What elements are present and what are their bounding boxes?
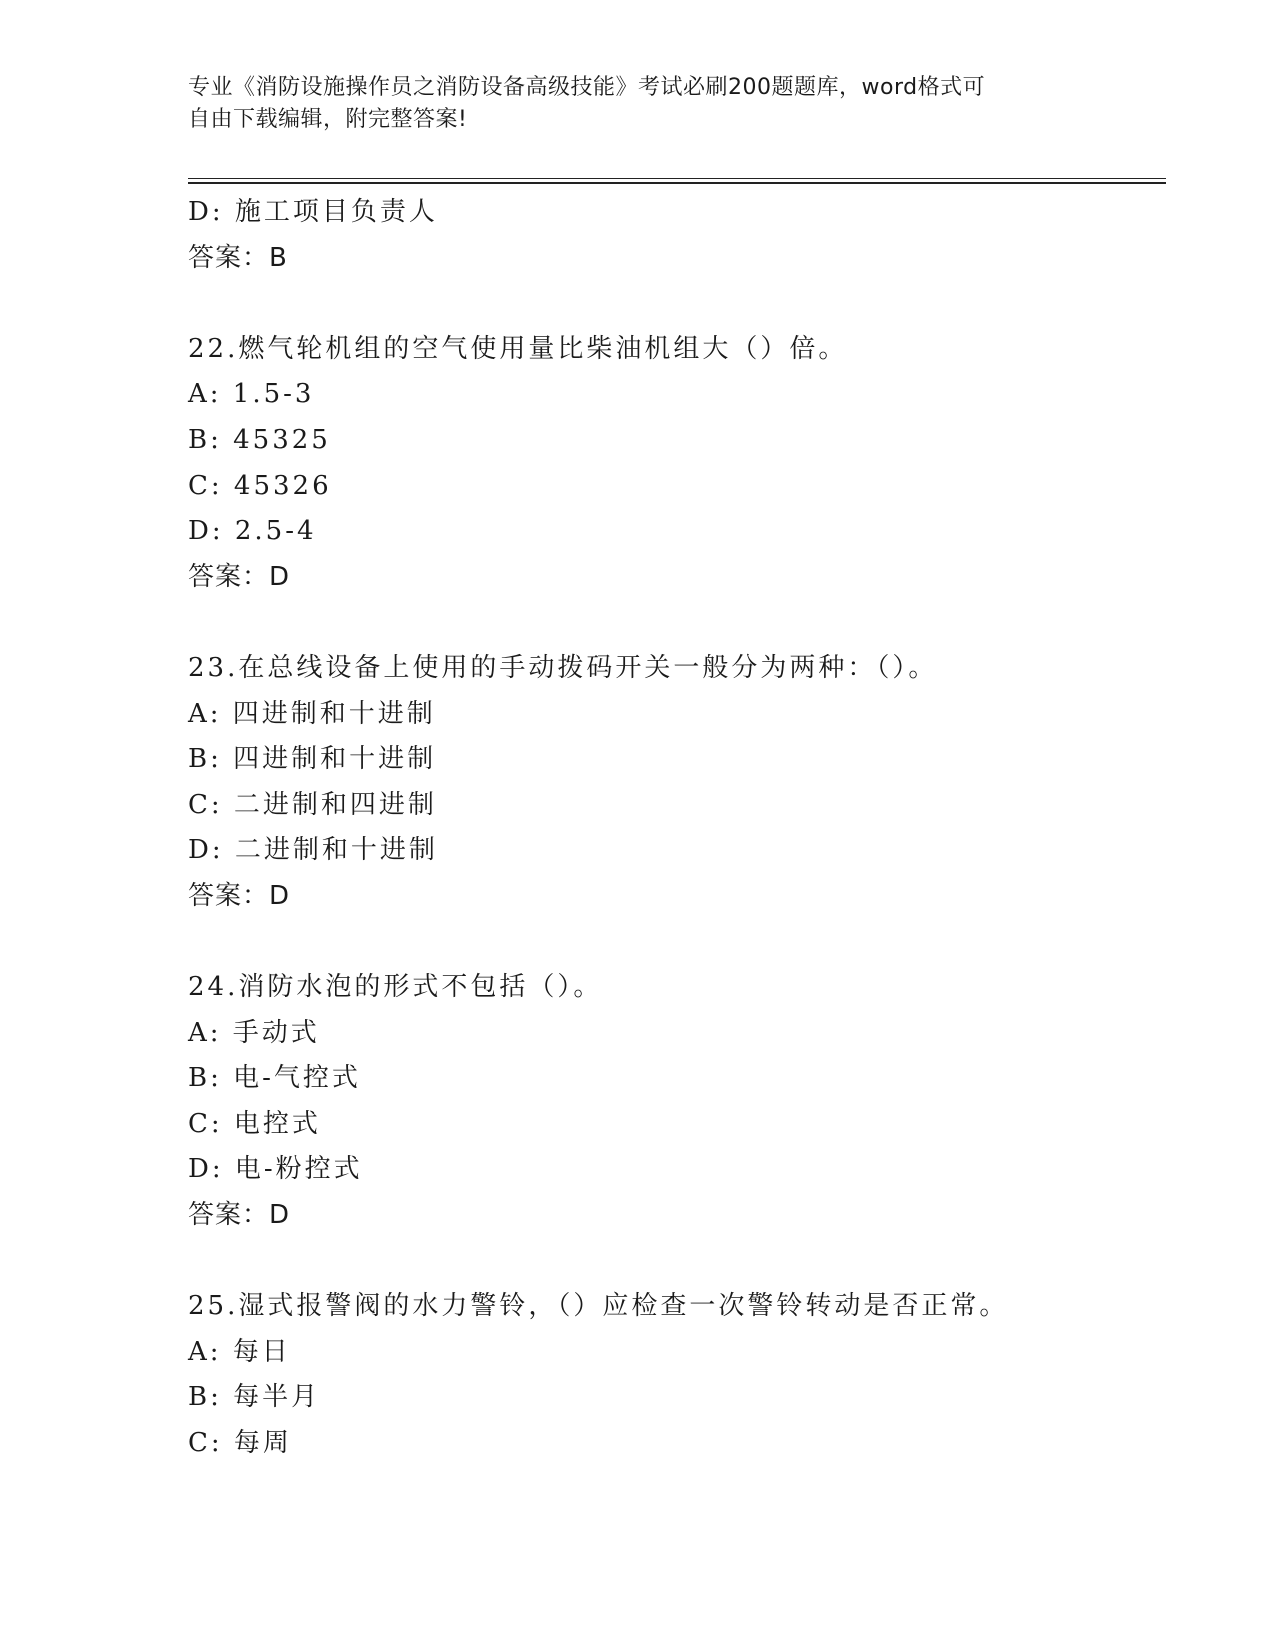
spacer: [188, 281, 1148, 327]
question-stem: 25.湿式报警阀的水力警铃，（）应检查一次警铃转动是否正常。: [188, 1291, 1009, 1322]
question-list: [188, 190, 1148, 1467]
document-header: [188, 72, 1088, 136]
option-b: B: 45325: [188, 424, 331, 455]
question-stem: 24.消防水泡的形式不包括（）。: [188, 972, 603, 1003]
question-block-21-tail: [188, 190, 1148, 281]
option-b: B: 四进制和十进制: [188, 744, 437, 775]
option-a: A: 1.5-3: [188, 379, 315, 410]
option-b: B: 每半月: [188, 1382, 321, 1413]
question-stem: 23.在总线设备上使用的手动拨码开关一般分为两种：（）。: [188, 652, 938, 683]
option-d: D: 二进制和十进制: [188, 835, 438, 866]
option-c: C: 45326: [188, 470, 332, 501]
answer-line: 答案：D: [188, 1200, 291, 1231]
option-a: A: 每日: [188, 1336, 291, 1367]
option-c: C: 电控式: [188, 1108, 321, 1139]
option-d: D: 施工项目负责人: [188, 197, 438, 227]
header-divider-thick: [188, 182, 1166, 184]
answer-line: 答案：D: [188, 561, 291, 592]
header-title-line-1: 专业《消防设施操作员之消防设备高级技能》考试必刷200题题库，word格式可: [188, 75, 986, 100]
answer-line: 答案：D: [188, 880, 291, 911]
option-a: A: 手动式: [188, 1017, 320, 1048]
question-stem: 22.燃气轮机组的空气使用量比柴油机组大（）倍。: [188, 333, 848, 364]
spacer: [188, 920, 1148, 966]
question-block-24: [188, 965, 1148, 1239]
option-b: B: 电-气控式: [188, 1063, 361, 1094]
header-title-line-2: 自由下载编辑，附完整答案!: [188, 107, 468, 132]
question-block-23: [188, 646, 1148, 920]
option-a: A: 四进制和十进制: [188, 698, 436, 729]
answer-line: 答案：B: [188, 242, 288, 273]
option-d: D: 2.5-4: [188, 516, 317, 547]
spacer: [188, 600, 1148, 646]
header-divider-thin: [188, 178, 1166, 179]
spacer: [188, 1239, 1148, 1285]
question-block-22: [188, 327, 1148, 601]
option-c: C: 每周: [188, 1428, 292, 1459]
option-d: D: 电-粉控式: [188, 1154, 363, 1185]
option-c: C: 二进制和四进制: [188, 789, 437, 820]
question-block-25: [188, 1284, 1148, 1466]
